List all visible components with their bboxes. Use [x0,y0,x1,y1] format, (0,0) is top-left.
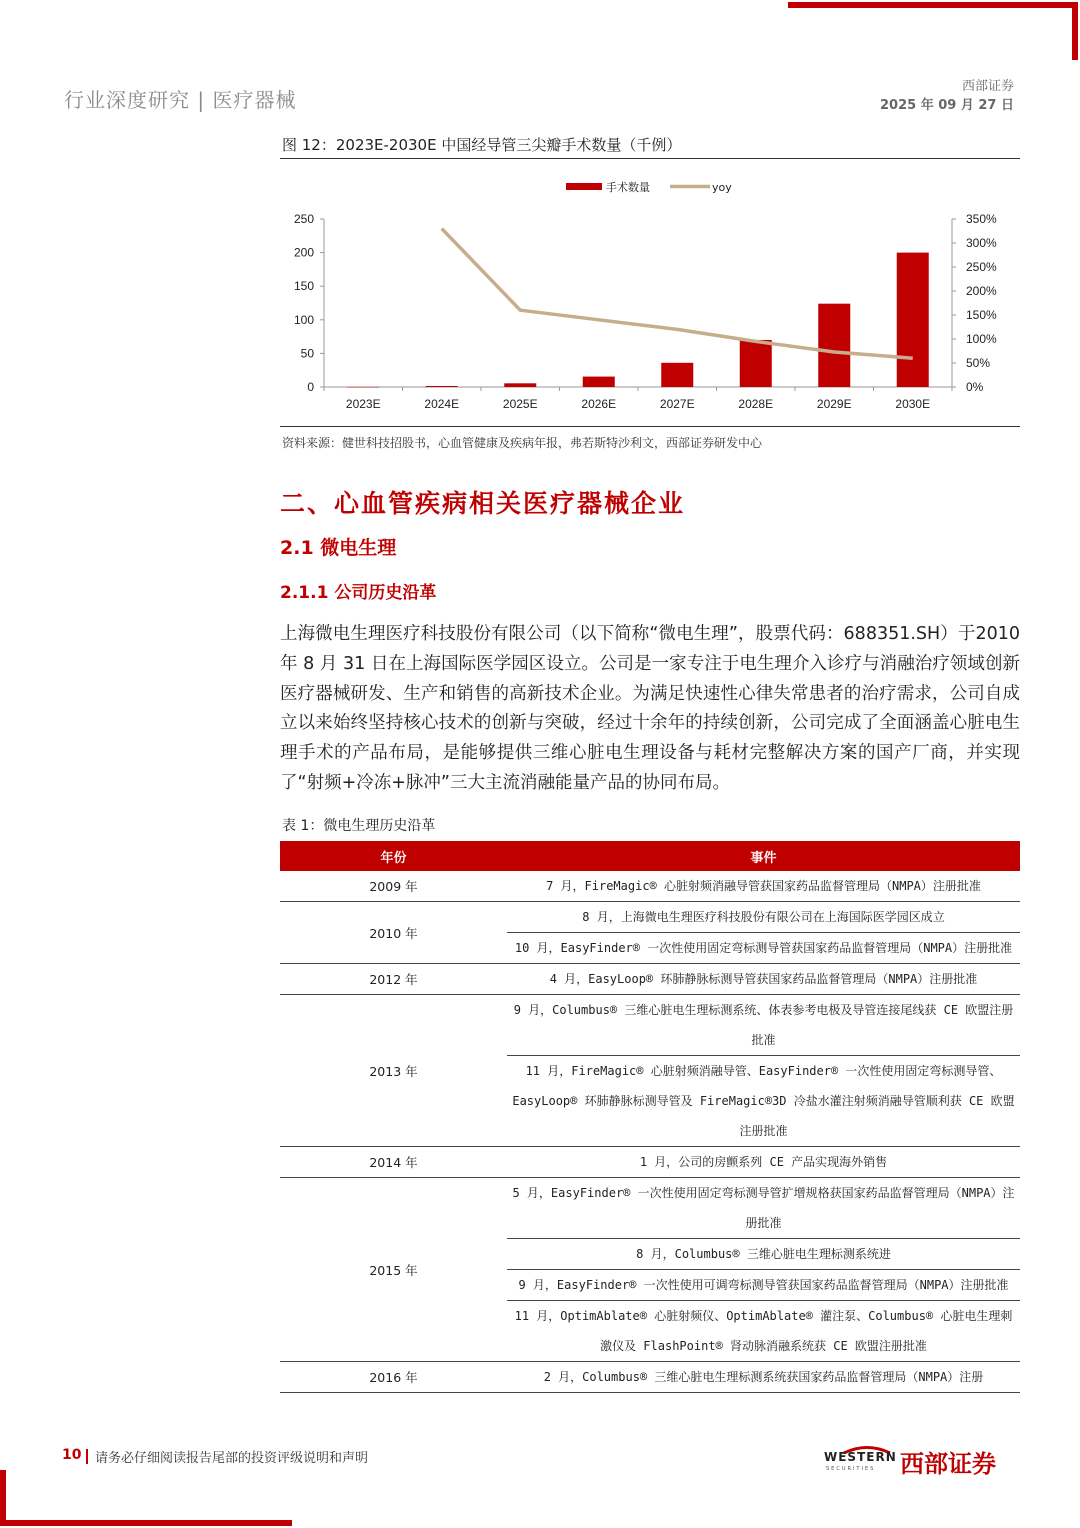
table-cell-event: 8 月，上海微电生理医疗科技股份有限公司在上海国际医学园区成立 [507,902,1020,933]
bar-2028E [740,340,772,387]
table-cell-year: 2009 年 [280,871,507,902]
table-cell-event: 11 月，OptimAblate® 心脏射频仪、OptimAblate® 灌注泵、Columbus® 心脏电生理刺激仪及 FlashPoint® 肾动脉消融系统获 CE 欧盟注册批准 [507,1301,1020,1362]
section-heading: 二、心血管疾病相关医疗器械企业 [280,489,686,518]
bar-2030E [897,253,929,387]
logo-english: WESTERN [824,1450,897,1464]
column-header-event: 事件 [507,841,1020,871]
table-row [280,1147,1020,1178]
x-tick-label: 2029E [816,397,852,411]
column-header-year: 年份 [280,841,507,871]
logo-chinese: 西部证券 [900,1450,996,1478]
table-cell-event: 8 月，Columbus® 三维心脏电生理标测系统进 [507,1239,1020,1270]
logo-subtitle: SECURITIES [826,1466,876,1472]
left-tick-label: 50 [300,346,314,361]
header-company: 西部证券 [961,79,1014,94]
corner-decoration-top-side [1072,2,1078,60]
x-tick-label: 2024E [424,397,460,411]
left-tick-label: 100 [293,312,314,327]
table-cell-event: 10 月，EasyFinder® 一次性使用固定弯标测导管获国家药品监督管理局（NMPA）注册批准 [507,933,1020,964]
left-tick-label: 250 [293,212,314,226]
company-intro-paragraph: 上海微电生理医疗科技股份有限公司（以下简称“微电生理”，股票代码：688351.SH）于2010 年 8 月 31 日在上海国际医学园区设立。公司是一家专注于电生理介入诊疗与消融治疗领域创新医疗器械研发、生产和销售的高新技术企业。为满足快速性心律失常患者的治疗需求，公司自成立以来始终坚持核心技术的创新与突破，经过十余年的持续创新，公司完成了全面涵盖心脏电生理手术的产品布局，是能够提供三维心脏电生理设备与耗材完整解决方案的国产厂商，并实现了“射频+冷冻+脉冲”三大主流消融能量产品的协同布局。 [280,624,1020,793]
right-tick-label: 50% [966,356,991,370]
chart-bars [347,253,929,388]
x-tick-label: 2027E [659,397,695,411]
table-cell-year: 2014 年 [280,1147,507,1178]
chart-axes [294,212,997,411]
figure-source: 资料来源：健世科技招股书，心血管健康及疾病年报，弗若斯特沙利文，西部证券研发中心 [282,436,763,450]
table-cell-event: 7 月，FireMagic® 心脏射频消融导管获国家药品监督管理局（NMPA）注册批准 [507,871,1020,902]
legend-line-label: yoy [712,181,732,194]
chart-legend [566,180,732,194]
history-table [280,841,1020,1393]
figure-top-rule [280,158,1020,159]
table-cell-year: 2012 年 [280,964,507,995]
x-tick-label: 2026E [581,397,617,411]
corner-decoration-bottom-side [0,1470,6,1526]
subsection-heading: 2.1 微电生理 [280,537,397,559]
bar-2027E [661,363,693,387]
footer-divider [86,1449,88,1464]
table-header-row [280,841,1020,871]
figure-title: 图 12：2023E-2030E 中国经导管三尖瓣手术数量（千例） [282,136,682,154]
table-cell-event: 11 月，FireMagic® 心脏射频消融导管、EasyFinder® 一次性使用固定弯标测导管、EasyLoop® 环肺静脉标测导管及 FireMagic®3D 冷盐水灌注射频消融导管顺利获 CE 欧盟注册批准 [507,1056,1020,1147]
bar-2024E [426,386,458,387]
table-row [280,964,1020,995]
table-cell-event: 1 月，公司的房颤系列 CE 产品实现海外销售 [507,1147,1020,1178]
page-number: 10 [62,1447,82,1463]
table-row [280,902,1020,933]
right-tick-label: 350% [966,212,997,226]
table-cell-event: 4 月，EasyLoop® 环肺静脉标测导管获国家药品监督管理局（NMPA）注册批准 [507,964,1020,995]
bar-2023E [347,387,379,388]
table-cell-year: 2010 年 [280,902,507,964]
left-tick-label: 0 [307,380,314,394]
surgery-volume-chart [280,162,1020,424]
left-tick-label: 200 [293,245,314,260]
table-row [280,1362,1020,1393]
x-tick-label: 2030E [895,397,931,411]
legend-bar-label: 手术数量 [606,181,650,194]
table-row [280,995,1020,1056]
table-cell-event: 5 月，EasyFinder® 一次性使用固定弯标测导管扩增规格获国家药品监督管理局（NMPA）注册批准 [507,1178,1020,1239]
table-cell-event: 9 月，Columbus® 三维心脏电生理标测系统、体表参考电极及导管连接尾线获 CE 欧盟注册批准 [507,995,1020,1056]
subsubsection-heading: 2.1.1 公司历史沿革 [280,583,437,603]
x-tick-label: 2025E [502,397,538,411]
bar-2025E [504,383,536,387]
x-tick-label: 2028E [738,397,774,411]
table-body [280,871,1020,1393]
figure-bottom-rule [280,426,1020,427]
table-row [280,871,1020,902]
bar-2026E [583,377,615,387]
bar-2029E [818,304,850,387]
corner-decoration-top [788,2,1078,8]
right-tick-label: 150% [966,308,997,322]
right-tick-label: 100% [966,332,997,346]
table-cell-year: 2016 年 [280,1362,507,1393]
table-cell-event: 9 月，EasyFinder® 一次性使用可调弯标测导管获国家药品监督管理局（NMPA）注册批准 [507,1270,1020,1301]
right-tick-label: 300% [966,236,997,250]
header-date: 2025 年 09 月 27 日 [880,98,1014,113]
footer-disclaimer: 请务必仔细阅读报告尾部的投资评级说明和声明 [95,1451,369,1466]
corner-decoration-bottom [0,1520,292,1526]
table-row [280,1178,1020,1239]
table-cell-event: 2 月，Columbus® 三维心脏电生理标测系统获国家药品监督管理局（NMPA）注册 [507,1362,1020,1393]
header-category: 行业深度研究 | 医疗器械 [64,88,297,112]
left-tick-label: 150 [293,279,314,294]
legend-bar-swatch [566,183,602,190]
right-tick-label: 200% [966,284,997,298]
right-tick-label: 0% [966,380,984,394]
x-tick-label: 2023E [345,397,381,411]
table-cell-year: 2015 年 [280,1178,507,1362]
right-tick-label: 250% [966,260,997,274]
table-cell-year: 2013 年 [280,995,507,1147]
table-title: 表 1：微电生理历史沿革 [282,818,436,834]
